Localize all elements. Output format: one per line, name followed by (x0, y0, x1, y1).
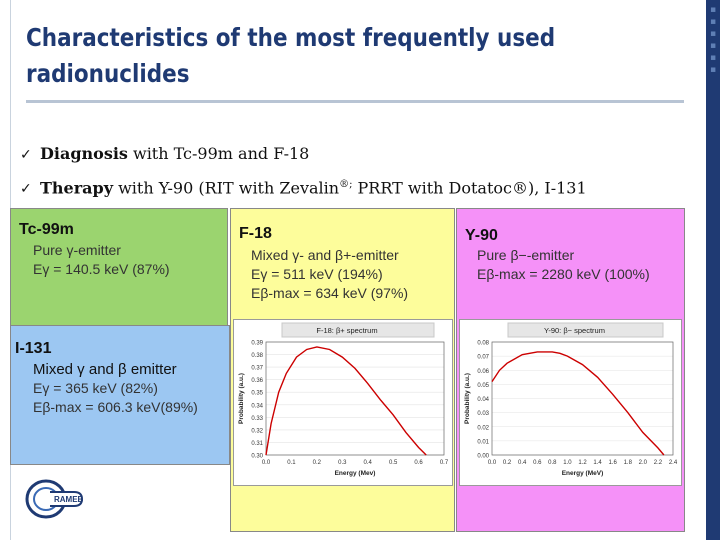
x-tick-label: 0.4 (517, 460, 527, 466)
f18-spectrum-svg (234, 320, 452, 485)
tc99m-line-2: Eγ = 140.5 keV (87%) (33, 261, 170, 277)
y-tick-label: 0.32 (251, 428, 263, 435)
x-tick-label: 0.4 (363, 460, 372, 466)
y90-spectrum-chart (459, 319, 682, 486)
y-tick-label: 0.35 (251, 390, 263, 397)
x-tick-label: 0.7 (439, 460, 449, 466)
y90-line-2: Eβ-max = 2280 keV (100%) (477, 266, 650, 282)
f18-line-3: Eβ-max = 634 keV (97%) (251, 285, 409, 301)
y-tick-label: 0.08 (477, 340, 489, 347)
bullet-superscript: ®; (339, 179, 353, 190)
y-tick-label: 0.05 (477, 382, 489, 389)
bullet-list (20, 140, 587, 202)
x-tick-label: 1.2 (578, 460, 587, 466)
y-tick-label: 0.31 (251, 440, 263, 447)
chart-title: Y-90: β− spectrum (544, 326, 605, 335)
i131-heading: I-131 (15, 340, 52, 357)
y-tick-label: 0.34 (251, 403, 263, 410)
i131-box (10, 325, 230, 465)
x-tick-label: 1.0 (563, 460, 572, 466)
slide-title-line-1: Characteristics of the most frequently used (26, 23, 556, 52)
y-tick-label: 0.02 (477, 425, 489, 432)
y-tick-label: 0.30 (251, 453, 263, 460)
slide-title-line-2: radionuclides (26, 59, 190, 88)
spectrum-curve (492, 352, 664, 455)
bullet-text: with Tc-99m and F-18 (127, 144, 310, 163)
tc99m-box (10, 208, 228, 330)
bullet-text: with Y-90 (RIT with Zevalin (113, 178, 340, 198)
check-icon: ✓ (20, 181, 32, 198)
right-accent-bar (706, 0, 720, 540)
x-tick-label: 0.5 (388, 460, 398, 466)
chart-title: F-18: β+ spectrum (316, 326, 378, 335)
plot-frame (266, 342, 444, 455)
f18-line-1: Mixed γ- and β+-emitter (251, 247, 399, 263)
bullet-therapy (20, 171, 587, 202)
logo-text: RAMEB (54, 495, 84, 504)
title-divider (26, 100, 684, 103)
y-tick-label: 0.36 (251, 378, 263, 385)
x-axis-label: Energy (Mev) (334, 470, 376, 477)
x-tick-label: 0.3 (338, 460, 347, 466)
y-tick-label: 0.00 (477, 453, 489, 460)
bullet-text-end: PRRT with Dotatoc®), I-131 (352, 178, 587, 198)
i131-line-1: Mixed γ and β emitter (33, 361, 177, 378)
x-tick-label: 0.2 (502, 460, 512, 466)
bullet-diagnosis (20, 140, 587, 171)
y-tick-label: 0.04 (477, 397, 489, 403)
y-tick-label: 0.07 (477, 354, 489, 361)
x-tick-label: 0.8 (548, 460, 557, 466)
x-tick-label: 2.4 (668, 460, 678, 466)
y-tick-label: 0.06 (477, 368, 489, 375)
decorative-dots: ▪ ▪ ▪ ▪ ▪ ▪ (709, 5, 717, 75)
x-tick-label: 1.6 (608, 460, 617, 466)
x-tick-label: 2.0 (638, 460, 648, 466)
y-axis-label: Probability (a.u.) (464, 373, 471, 424)
x-tick-label: 0.6 (533, 460, 542, 466)
x-tick-label: 1.4 (593, 460, 602, 466)
y-tick-label: 0.38 (251, 353, 263, 360)
y-tick-label: 0.33 (251, 415, 263, 422)
x-tick-label: 0.1 (287, 460, 296, 466)
logo-icon (24, 476, 94, 522)
bullet-bold: Therapy (40, 178, 113, 198)
i131-line-3: Eβ-max = 606.3 keV(89%) (33, 399, 198, 415)
tc99m-heading: Tc-99m (19, 221, 74, 238)
x-tick-label: 0.6 (414, 460, 423, 466)
y90-spectrum-svg (460, 320, 681, 485)
f18-spectrum-chart (233, 319, 453, 486)
x-tick-label: 2.2 (653, 460, 663, 466)
check-icon: ✓ (20, 147, 32, 163)
x-tick-label: 0.0 (487, 460, 497, 466)
bullet-bold: Diagnosis (40, 144, 128, 163)
i131-line-2: Eγ = 365 keV (82%) (33, 380, 158, 396)
y-tick-label: 0.03 (477, 411, 489, 418)
spectrum-curve (266, 347, 426, 455)
f18-heading: F-18 (239, 225, 272, 242)
x-tick-label: 0.2 (312, 460, 322, 466)
x-tick-label: 0.0 (261, 460, 271, 466)
y-tick-label: 0.39 (251, 340, 263, 347)
y-tick-label: 0.01 (477, 439, 489, 446)
rameb-logo (24, 476, 94, 522)
tc99m-line-1: Pure γ-emitter (33, 242, 121, 258)
x-axis-label: Energy (MeV) (561, 470, 604, 477)
x-tick-label: 1.8 (623, 460, 632, 466)
y90-heading: Y-90 (465, 227, 498, 244)
y-axis-label: Probability (a.u.) (238, 373, 245, 424)
slide-title (26, 20, 559, 92)
y-tick-label: 0.37 (251, 365, 263, 372)
y90-line-1: Pure β−-emitter (477, 247, 575, 263)
f18-line-2: Eγ = 511 keV (194%) (251, 266, 383, 282)
